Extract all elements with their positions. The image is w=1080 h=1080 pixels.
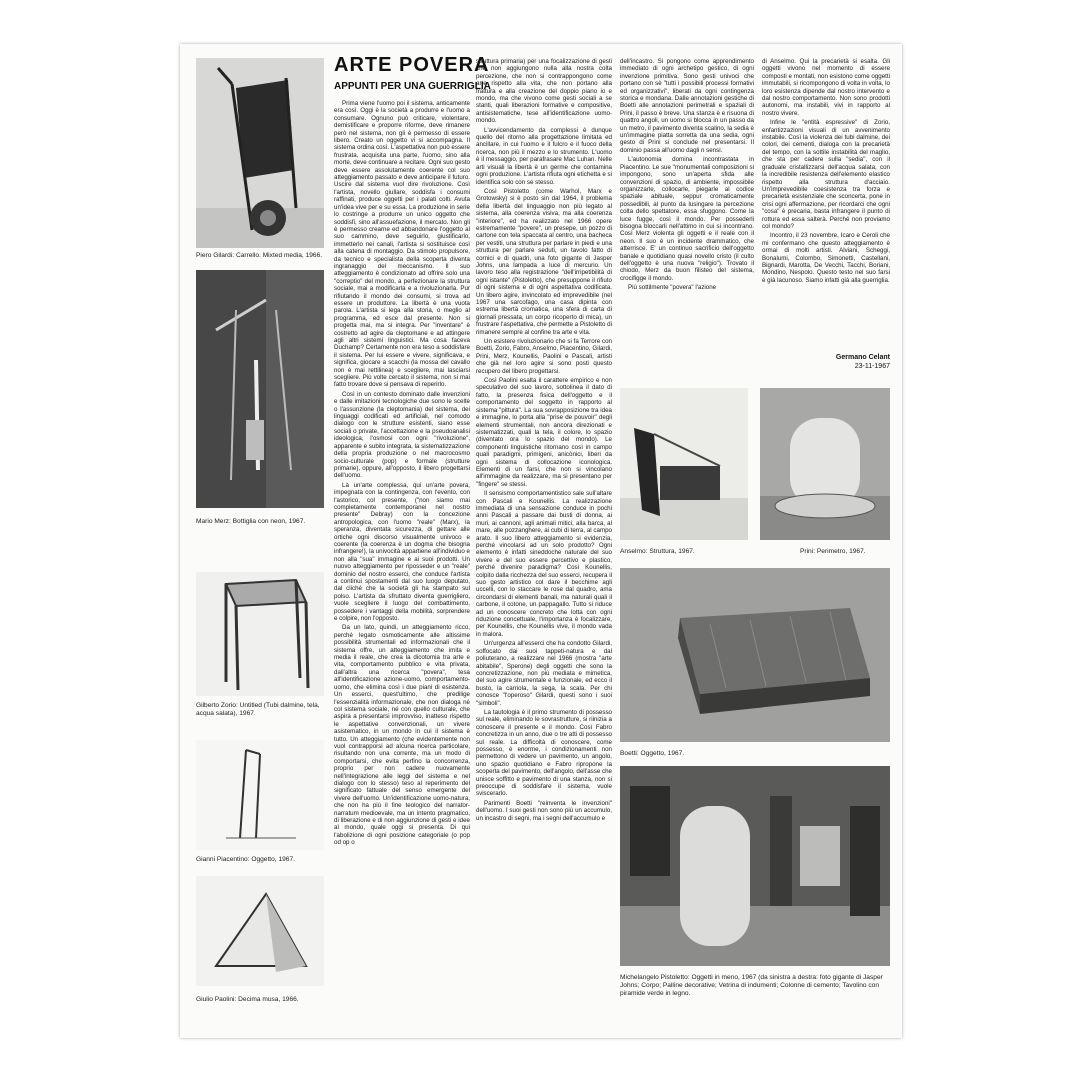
paragraph: dell'incastro. Si pongono come apprendimento immediato di ogni archetipo gestico, di ogni invenzione primitiva. Sono gesti univoci che portano con sè "tutti i possibili processi formativi ed organizzativi", liberati da ogni contingenza storica e mondana. Dalle annotazioni gestiche di Boetti alle annotazioni perimetrali e spaziali di Prini, il passo è breve. Una stanza è e risuona di quattro angoli, un uomo si blocca in un passo da un metro, il pavimento diventa scalino, la sedia è un'immagine piatta sorretta da una sedia, ogni gesto di Prini si conclude nel presentarsi. Il dominio passa all'uomo dagli n sensi. xyxy=(620,58,754,154)
paragraph: La tautologia è il primo strumento di possesso sul reale, eliminando le sovrastrutture, si riinizia a conoscere il presente e il mondo. Così Fabro concretizza in un anno, due o tre atti di possesso sul reale. La difficoltà di conoscere, come possesso, è enorme, i condizionamenti non permettono di vedere un pavimento, un angolo, uno spazio quotidiano e Fabro ripropone la scoperta del pavimento, dell'angolo, dell'asse che unisce soffitto e pavimento di una stanza, non si preoccupe di soddisfare il sistema, vuole sviscerarlo. xyxy=(476,708,612,798)
paragraph: Un esistere rivoluzionario che si fa Terrore con Boetti, Zorio, Fabro, Anselmo, Piacentino, Gilardi, Prini, Merz, Kounellis, Paolini e Pascali, artisti che già nel loro agire si sono posti questo recupero del libero progettarsi. xyxy=(476,338,612,375)
anselmo-caption: Anselmo: Struttura, 1967. xyxy=(620,548,695,555)
signature xyxy=(780,354,890,371)
cart-artwork-image xyxy=(196,58,324,248)
merz-caption: Mario Merz: Bottiglia con neon, 1967. xyxy=(196,518,306,525)
piacentino-caption: Gianni Piacentino: Oggetto, 1967. xyxy=(196,856,295,863)
prini-photo xyxy=(760,388,890,540)
pipes-frame-image xyxy=(196,572,324,696)
perimeter-image xyxy=(760,388,890,540)
paragraph: Da un lato, quindi, un atteggiamento ricco, perché legato osmoticamente alle altissime possibilità strumentali ed informazionali che il sistema offre, un atteggiamento che imita e media il reale, che crea la dicotomia tra arte e vita, comportamento pubblico e vita privata, dall'altra una ricerca "povera", tesa all'identificazione azione-uomo, comportamento-uomo, che elimina così i due piani di esistenza. Un esserci, quest'ultimo, che predilige l'essenzialità informazionale, che non dialoga né col sistema sociale, né con quello culturale, che aspira a presentarsi improvviso, inatteso rispetto le aspettative convenzionali, un vivere asistematico, in un mondo in cui il sistema è tutto. Un atteggiamento (che evidentemente non vuol contrapporsi ad alcuna ricerca particolare, risultando non una corrente, ma un modo di comportarsi, che evita perfino la concorrenza, proprio per non cadere nuovamente nell'integrazione alle leggi del sistema e nel dialogo con lo stesso) teso al reperimento del significato fattuale del senso emergente del vivere dell'uomo. Un'identificazione uomo-natura, che non ha più il fine teologico del narrator-narratum medioevale, ma un intento pragmatico, di liberazione e di non aggiunzione di gesti e idee al mondo, quale oggi si presenta. Di qui l'abolizione di ogni posizione categoriale (o pop od op o xyxy=(334,624,470,847)
paragraph: Più sottilmente "povera" l'azione xyxy=(628,284,717,292)
article-subtitle: APPUNTI PER UNA GUERRIGLIA xyxy=(334,81,491,92)
paragraph: Così in un contesto dominato dalle invenzioni e dalle imitazioni tecnologiche due sono le scelte o l'assunzione (la cleptomania) del sistema, dei linguaggi codificati ed artificiali, nel comodo dialogo con le strutture esistenti, siano esse sociali o private, l'accettazione e la pseudoanalisi ideologica, l'osmosi con ogni "rivoluzione", apparente e subito integrata, la sistematizzazione della propria produzione o nel macrocosmo socio-culturale (pop) e formale (strutture primarie), oppure, all'opposto, il libero progettarsi dell'uomo. xyxy=(334,390,470,480)
boetti-caption: Boetti: Oggetto, 1967. xyxy=(620,750,685,757)
magazine-page xyxy=(180,44,902,1038)
paragraph: Parimenti Boetti "reinventa le invenzioni" dell'uomo. I suoi gesti non sono più un accumulo, un incastro di segni, ma i segni dell'accumulo e xyxy=(476,799,612,822)
object-frame-image xyxy=(196,740,324,850)
article-title: ARTE POVERA xyxy=(334,54,490,76)
triangle-canvas-image xyxy=(196,876,324,986)
paragraph: Prima viene l'uomo poi il sistema, anticamente era così. Oggi è la società a produrre e l'uomo a consumare. Ognuno può criticare, violentare, demistificare e proporre riforme, deve rimanere però nel sistema, non gli è permesso di essere libero. Creato un oggetto vi si accompagna. Il sistema ordina così. L'aspettativa non può essere frustrata, acquisita una parte, l'uomo, sino alla morte, deve continuare a recitare. Ogni suo gesto deve essere assolutamente coerente col suo atteggiamento passato e deve anticipare il futuro. Uscire dal sistema vuol dire rivoluzione. Così l'artista, novello giullare, soddisfa i consumi raffinati, produce oggetti per i palati colti. Avuta un'idea vive per e su essa. La produzione in serie lo costringe a produrre un unico oggetto che soddisfi, sino all'assuefazione, il mercato. Non gli è permesso crearne ed abbandonare l'oggetto al suo cammino, deve seguirlo, giustificarlo, immetterlo nei canali, l'artista si sostituisce così alla catena di montaggio. Da stimolo propulsore, da tecnico e specialista della scoperta diventa ingranaggio del meccanismo. Il suo atteggiamento è condizionato ad offrire solo una "correptio" del mondo, a perfezionare la struttura sociale, mai a modificarla e a rivoluzionarla. Pur rifiutando il mondo dei consumi, si trova ad essere un produttore. La libertà è una vuota parola. L'artista si lega alla storia, o meglio al programma, ed esce dal presente. Non si progetta mai, ma si integra. Per "inventare" è costretto ad agire da cleptomane e ad attingere agli altri sistemi linguistici. Ma cosa faceva Duchamp? Certamente non era teso a soddisfare il sistema. Per lui essere e vivere, significava, e significa, giocare a scacchi (la mossa del cavallo non è mai rettilinea) e scegliere, mai lasciarsi scegliere. Più volte cercato il sistema, non si mai fatto trovare dove si pensava di reperirlo. xyxy=(334,100,470,389)
zorio-caption: Gilberto Zorio: Untitled (Tubi dalmine, tela, acqua salata), 1967. xyxy=(196,702,320,717)
structure-image xyxy=(620,388,748,540)
paragraph: Così Paolini esalta il carattere empirico e non speculativo del suo lavoro, sottolinea il dato di fatto, la presenza fisica dell'oggetto e il comportamento del soggetto in rapporto al sistema "pittura". La sua sovrapposizione tra idea e immagine, lo porta alla "prise de pouvoir" degli elementi strumentali, non ancora direzionati e sistematizzati, quali la tela, il colore, lo spazio (diventato ora lo spazio del mondo). Le componenti linguistiche ritornano così in campo quali paradigmi, primigeni, anicònici, liberi da ogni sistema di collocazione iconologica. Elementi di un farsi, che non si vincolano all'immagine da realizzare, ma si presentano per "fingere" se stessi. xyxy=(476,377,612,488)
anselmo-photo xyxy=(620,388,748,540)
text-column-3 xyxy=(620,58,754,378)
boetti-photo xyxy=(620,568,890,742)
gilardi-cart-photo xyxy=(196,58,324,248)
author-name: Germano Celant xyxy=(835,354,890,361)
text-column-1 xyxy=(334,100,470,1030)
zorio-photo xyxy=(196,572,324,696)
paragraph: di Anselmo. Qui la precarietà si esalta. Gli oggetti vivono nel momento di essere composti e montati, non esistono come oggetti immutabili, si ricompongono di volta in volta, lo loro esistenza dipende dal nostro intervento e dal nostro comportamento. Non sono prodotti autonomi, ma instabili, vivi in rapporto al nostro vivere. xyxy=(762,58,890,117)
paragraph: Un'urgenza all'esserci che ha condotto Gilardi, soffocato dai suoi tappeti-natura e dal poliuterano, a realizzare nel 1966 (mostra "arte abitabile", Sperone) degli oggetti che sono la concretizzazione, non più mediata e mimetica, del suo agire strumentale e funzionale, ed ecco il busto, la carriola, la sega, la scala. Per chi conosce "l'operoso" Gilardi, questi sono i suoi "simboli". xyxy=(476,640,612,707)
gilardi-caption: Piero Gilardi: Carrello. Mixted media, 1966. xyxy=(196,252,323,259)
pistoletto-caption: Michelangelo Pistoletto: Oggetti in meno, 1967 (da sinistra a destra: foto gigante di Jasper Johns; Corpo; Palline decorative; Vetrina di indumenti; Colonne di cemento; Tavolino con piramide verde in legno. xyxy=(620,974,883,997)
paragraph: L'avvicendamento da complessi è dunque quello del ritorno alla progettazione limitata ed ancillare, in cui l'uomo e il fulcro e il fuoco della ricerca, non più il mezzo e lo strumento. L'uomo è il messaggio, per parafrasare Mac Luhan. Nelle arti visuali la libertà è un germe che contamina ogni produzione. L'artista rifiuta ogni etichetta e si identifica solo con se stesso. xyxy=(476,126,612,186)
paragraph: Là un'arte complessa, qui un'arte povera, impegnata con la contingenza, con l'evento, con l'astorico, col presente, ("non siamo mai completamente contemporanei nel nostro presente" Debray) con la concezione antropologica, con l'uomo "reale" (Marx), la speranza, diventata sicurezza, di gettare alle ortiche ogni discorso visualmente univoco e coerente (la coerenza è un dogma che bisogna infrangere!), la univocità appartiene all'individuo e non alla "sua" immagine e ai suoi prodotti. Un nuovo atteggiamento per riposseder e un "reale" dominio del nostro esserci, che conduce l'artista a continui spostamenti dal suo luogo deputato, dal cliché che la società gli ha stampato sul polso. L'artista da sfruttato diventa guerrigliero, vuole scegliere il luogo del combattimento, possedere i vantaggi della mobilità, sorprendere e colpire, non l'opposto. xyxy=(334,481,470,623)
merz-bottle-photo xyxy=(196,270,324,508)
objects-installation-image xyxy=(620,766,890,966)
bottle-neon-image xyxy=(196,270,324,508)
paragraph: L'autonomia domina incontrastata in Piacentino. Le sue "monumentali composizioni si impongono, sono un'aperta sfida alle convenzioni di spazio, di ambiente, impossibile organizzarle, collocarle, piegarle al codice spaziale abituale, seppur cromaticamente possedibili, al punto da lusingare la percezione colta dello spettatore, essa sfuggono. Come la luce fugge, così il mondo. Per possederli bisogna bloccarli nell'attimo in cui si incontrano. Così Merz violenta gli oggetti e il reale con il neon. Il suo è un incidente drammatico, che atterrisce. E' un continuo sacrificio dell'oggetto banale e quotidiano quasi novello cristo (il culto dell'oggetto è una nuova "religio"). Trovato il chiodo, Merz da buon filisteo del sistema, crocifigge il mondo. xyxy=(620,156,754,282)
paolini-caption: Giulio Paolini: Decima musa, 1966. xyxy=(196,996,299,1003)
text-column-4 xyxy=(762,58,890,350)
paolini-photo xyxy=(196,876,324,986)
article-date: 23-11-1967 xyxy=(854,362,890,370)
prini-caption: Prini: Perimetro, 1967. xyxy=(800,548,866,555)
paragraph: Così Pistoletto (come Warhol, Marx e Grotowsky) si è posto sin dal 1964, il problema della libertà del linguaggio non più legato al sistema, alla coerenza visiva, ma alla coerenza "interiore", ed ha realizzato nel 1966 opere estremamente "povere", un presepe, un pozzo di cartone con tela spaccata al centro, una bacheca per vestiti, una struttura per parlare in piedi e una struttura per parlare seduti, un tavolo fatto di cornici e di quadri, una foto gigante di Jasper Johns, una lampada a luce di mercurio. Un lavoro teso alla registrazione "dell'irripetibilità di ogni istante" (Pistoletto), che presuppone il rifiuto di ogni sistema e di ogni aspettativa codificata. Un libero agire, invincolato ed imprevedibile (nel 1967 una sarcofago, una casa dipinta con estrema libertà cromatica, una sfera di carta di giornali pressata, un corpo ricoperto di mica), un frustrare l'aspettativa, che permette a Pistoletto di rimanere sempre al confine tra arte e vita. xyxy=(476,187,612,336)
text-column-2 xyxy=(476,58,612,1030)
paragraph: Infine le "entità espressive" di Zorio, enfantizzazioni visuali di un avvenimento instabile. Così la violenza dei tubi dalmine, dei colori, dei cementi, dialoga con la precarietà del tempo, con la sottile instabilità del maglio, che sta per cadere sulla "sedia", con il graduale cristallizzarsi dell'acqua salata, con la incredibile resistenza dell'elemento elastico rispetto alla struttura d'acciaio. Un'imprevedibile coesistenza tra forza e precarietà esistenziale che sconcerta, pone in crisi ogni affermazione, per ricordarci che ogni "cosa" è precaria, basta infrangere il punto di rottura ed essa salterà. Perché non proviamo col mondo? xyxy=(762,119,890,230)
paragraph: struttura primaria) per una focalizzazione di gesti che non aggiungono nulla alla nostra colta percezione, che non si contrappongono come arte rispetto alla vita, che non portano alla frattura e alla creazione del doppio piano io e mondo, ma che vivono come gesti sociali a se stanti, quali liberazioni formative e compositive, antisistematiche, tese all'identificazione uomo-mondo. xyxy=(476,58,612,125)
piacentino-photo xyxy=(196,740,324,850)
paragraph: Il sensismo comportamentistico sale sull'altare con Pascali e Kounellis. La realizzazione immediata di una sensazione conduce in pochi anni Pascali a passare dai busti di donna, ai muri, ai cannoni, agli animali mitici, alla barca, al mare, alle pozzanghere, ai cubi di terra, al campo arato. Il suo libero atteggiamento si evidenzia, perché vincolarsi ad un solo prodotto? Ogni elemento è infatti sineddoche naturale del suo vivere e del suo essere percettivo e plastico, perché divenire paradigma? Così Kounellis, colpito dalla ricchezza del suo esserci, recupera il suo gesto artistico col dare il becchime agli uccelli, con lo staccare le rose dal quadro, ama circondarsi di elementi banali, ma naturali quali il carbone, il cotone, un pappagallo. Tutto si riduce ad un conoscere concreto che lotta con ogni riduzione concettuale, l'importanza è focalizzare, per Kounellis, che Kounellis vive, il mondo vada in malora. xyxy=(476,490,612,638)
pistoletto-photo xyxy=(620,766,890,966)
box-object-image xyxy=(620,568,890,742)
paragraph: Incontro, il 23 novembre, Icaro e Ceroli che mi confermano che questo atteggiamento è ormai di molti artisti. Alviani, Scheggi, Bonalumi, Colombo, Simonetti, Castellani, Bignardi, Marotta, De Vecchi, Tacchi, Boriani, Mondino, Nespolo. Questo testo nel suo farsi è già lacunoso. Siamo infatti già alla guerriglia. xyxy=(762,232,890,284)
